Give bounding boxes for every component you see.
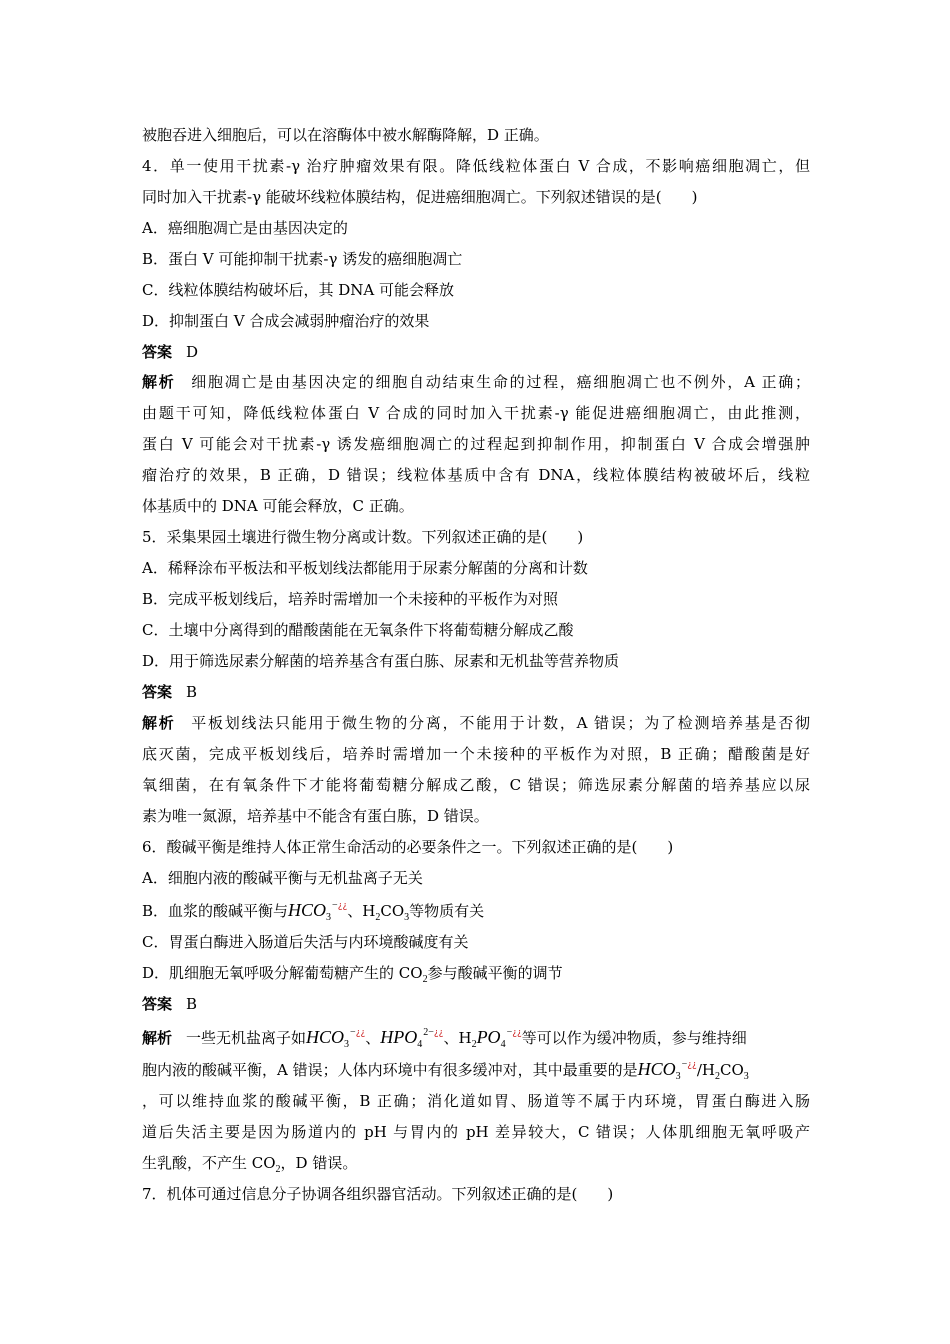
explanation-text: 细胞凋亡是由基因决定的细胞自动结束生命的过程，癌细胞凋亡也不例外，A 正确； <box>189 373 810 391</box>
option-text: D．肌细胞无氧呼吸分解葡萄糖产生的 CO <box>142 964 423 982</box>
formula-subscript: 2 <box>422 974 428 985</box>
formula-subscript: 3 <box>344 1039 350 1050</box>
question-4-answer <box>142 341 810 363</box>
explanation-text: 胞内液的酸碱平衡，A 错误；人体内环境中有很多缓冲对，其中最重要的是 <box>142 1061 638 1079</box>
formula-po4: PO <box>476 1027 501 1047</box>
question-4-option-a: A．癌细胞凋亡是由基因决定的 <box>142 219 348 237</box>
question-4-option-b: B．蛋白 V 可能抑制干扰素-γ 诱发的癌细胞凋亡 <box>142 250 463 268</box>
option-text: CO <box>380 902 405 920</box>
formula-garbled-glyph: ¿¿ <box>433 1028 444 1038</box>
answer-value: D <box>186 343 199 361</box>
explanation-line <box>142 1058 810 1080</box>
question-5-stem: 5．采集果园土壤进行微生物分离或计数。下列叙述正确的是( ) <box>142 528 584 546</box>
option-text: B．血浆的酸碱平衡与 <box>142 902 289 920</box>
formula-subscript: 2 <box>471 1039 477 1050</box>
question-6-option-b <box>142 899 810 921</box>
question-7-stem: 7．机体可通过信息分子协调各组织器官活动。下列叙述正确的是( ) <box>142 1185 614 1203</box>
explanation-label: 解析 <box>142 373 176 391</box>
formula-subscript: 4 <box>417 1039 423 1050</box>
explanation-line: 蛋白 V 可能会对干扰素-γ 诱发癌细胞凋亡的过程起到抑制作用，抑制蛋白 V 合成会增强肿 <box>142 435 810 453</box>
explanation-text: /H <box>696 1061 715 1079</box>
formula-garbled-glyph: ¿¿ <box>337 901 348 911</box>
question-5-option-c: C．土壤中分离得到的醋酸菌能在无氧条件下将葡萄糖分解成乙酸 <box>142 621 574 639</box>
formula-superscript: − <box>506 1027 513 1038</box>
explanation-text: 生乳酸，不产生 CO <box>142 1154 276 1172</box>
formula-superscript: 2− <box>423 1027 434 1038</box>
explanation-text: 、 <box>365 1029 381 1047</box>
answer-value: B <box>186 683 198 701</box>
explanation-text: 平板划线法只能用于微生物的分离，不能用于计数，A 错误；为了检测培养基是否彻 <box>189 714 810 732</box>
explanation-text: ，D 错误。 <box>280 1154 358 1172</box>
question-4-stem: 4．单一使用干扰素-γ 治疗肿瘤效果有限。降低线粒体蛋白 V 合成，不影响癌细胞凋亡，但 <box>142 157 810 175</box>
explanation-line: 道后失活主要是因为肠道内的 pH 与胃内的 pH 差异较大，C 错误；人体肌细胞无氧呼吸产 <box>142 1123 810 1141</box>
question-5-option-a: A．稀释涂布平板法和平板划线法都能用于尿素分解菌的分离和计数 <box>142 559 588 577</box>
question-4-option-c: C．线粒体膜结构破坏后，其 DNA 可能会释放 <box>142 281 454 299</box>
explanation-text: 等可以作为缓冲物质，参与维持细 <box>521 1029 747 1047</box>
explanation-text: 一些无机盐离子如 <box>186 1029 307 1047</box>
answer-label: 答案 <box>142 683 173 701</box>
formula-subscript: 4 <box>500 1039 506 1050</box>
explanation-text: CO <box>719 1061 744 1079</box>
formula-superscript: − <box>332 900 338 911</box>
question-5-explanation <box>142 712 810 734</box>
explanation-label: 解析 <box>142 1029 173 1047</box>
answer-label: 答案 <box>142 995 173 1013</box>
explanation-line: 素为唯一氮源，培养基中不能含有蛋白胨，D 错误。 <box>142 807 489 825</box>
explanation-line: 由题干可知，降低线粒体蛋白 V 合成的同时加入干扰素-γ 能促进癌细胞凋亡，由此推测， <box>142 404 810 422</box>
formula-hpo4: HPO <box>380 1027 418 1047</box>
formula-subscript: 3 <box>326 912 332 923</box>
question-5-answer <box>142 681 810 703</box>
formula-subscript: 2 <box>714 1071 720 1082</box>
formula-hco3: HCO <box>637 1059 676 1079</box>
formula-hco3: HCO <box>306 1027 345 1047</box>
option-text: 、H <box>347 902 376 920</box>
formula-subscript: 2 <box>375 912 381 923</box>
question-5-option-b: B．完成平板划线后，培养时需增加一个未接种的平板作为对照 <box>142 590 559 608</box>
formula-superscript: − <box>350 1027 356 1038</box>
formula-garbled-glyph: ¿¿ <box>355 1028 366 1038</box>
explanation-text: 、H <box>443 1029 472 1047</box>
explanation-line: 体基质中的 DNA 可能会释放，C 正确。 <box>142 497 414 515</box>
formula-subscript: 3 <box>404 912 410 923</box>
formula-hco3: HCO <box>288 900 327 920</box>
explanation-line: 底灭菌，完成平板划线后，培养时需增加一个未接种的平板作为对照，B 正确；醋酸菌是好 <box>142 745 810 763</box>
question-6-stem: 6．酸碱平衡是维持人体正常生命活动的必要条件之一。下列叙述正确的是( ) <box>142 838 674 856</box>
formula-subscript: 2 <box>275 1164 281 1175</box>
question-4-option-d: D．抑制蛋白 V 合成会减弱肿瘤治疗的效果 <box>142 312 430 330</box>
question-6-answer <box>142 993 810 1015</box>
answer-value: B <box>186 995 198 1013</box>
formula-garbled-glyph: ¿¿ <box>687 1060 697 1070</box>
question-4-explanation <box>142 371 810 393</box>
question-6-option-d <box>142 962 810 984</box>
question-6-option-a: A．细胞内液的酸碱平衡与无机盐离子无关 <box>142 869 423 887</box>
formula-subscript: 3 <box>675 1071 681 1082</box>
formula-garbled-glyph: ¿¿ <box>512 1028 522 1038</box>
question-4-stem-cont: 同时加入干扰素-γ 能破坏线粒体膜结构，促进癌细胞凋亡。下列叙述错误的是( ) <box>142 188 698 206</box>
answer-label: 答案 <box>142 343 173 361</box>
explanation-line: ，可以维持血浆的酸碱平衡，B 正确；消化道如胃、肠道等不属于内环境，胃蛋白酶进入肠 <box>142 1092 810 1110</box>
question-6-explanation <box>142 1026 810 1048</box>
question-6-option-c: C．胃蛋白酶进入肠道后失活与内环境酸碱度有关 <box>142 933 469 951</box>
formula-subscript: 3 <box>743 1071 749 1082</box>
option-text: 等物质有关 <box>409 902 485 920</box>
formula-superscript: − <box>681 1059 688 1070</box>
explanation-line: 氧细菌，在有氧条件下才能将葡萄糖分解成乙酸，C 错误；筛选尿素分解菌的培养基应以尿 <box>142 776 810 794</box>
option-text: 参与酸碱平衡的调节 <box>427 964 563 982</box>
explanation-line <box>142 1152 810 1174</box>
explanation-label: 解析 <box>142 714 176 732</box>
explanation-line: 瘤治疗的效果，B 正确，D 错误；线粒体基质中含有 DNA，线粒体膜结构被破坏后，线粒 <box>142 466 810 484</box>
text-line: 被胞吞进入细胞后，可以在溶酶体中被水解酶降解，D 正确。 <box>142 126 549 144</box>
question-5-option-d: D．用于筛选尿素分解菌的培养基含有蛋白胨、尿素和无机盐等营养物质 <box>142 652 620 670</box>
